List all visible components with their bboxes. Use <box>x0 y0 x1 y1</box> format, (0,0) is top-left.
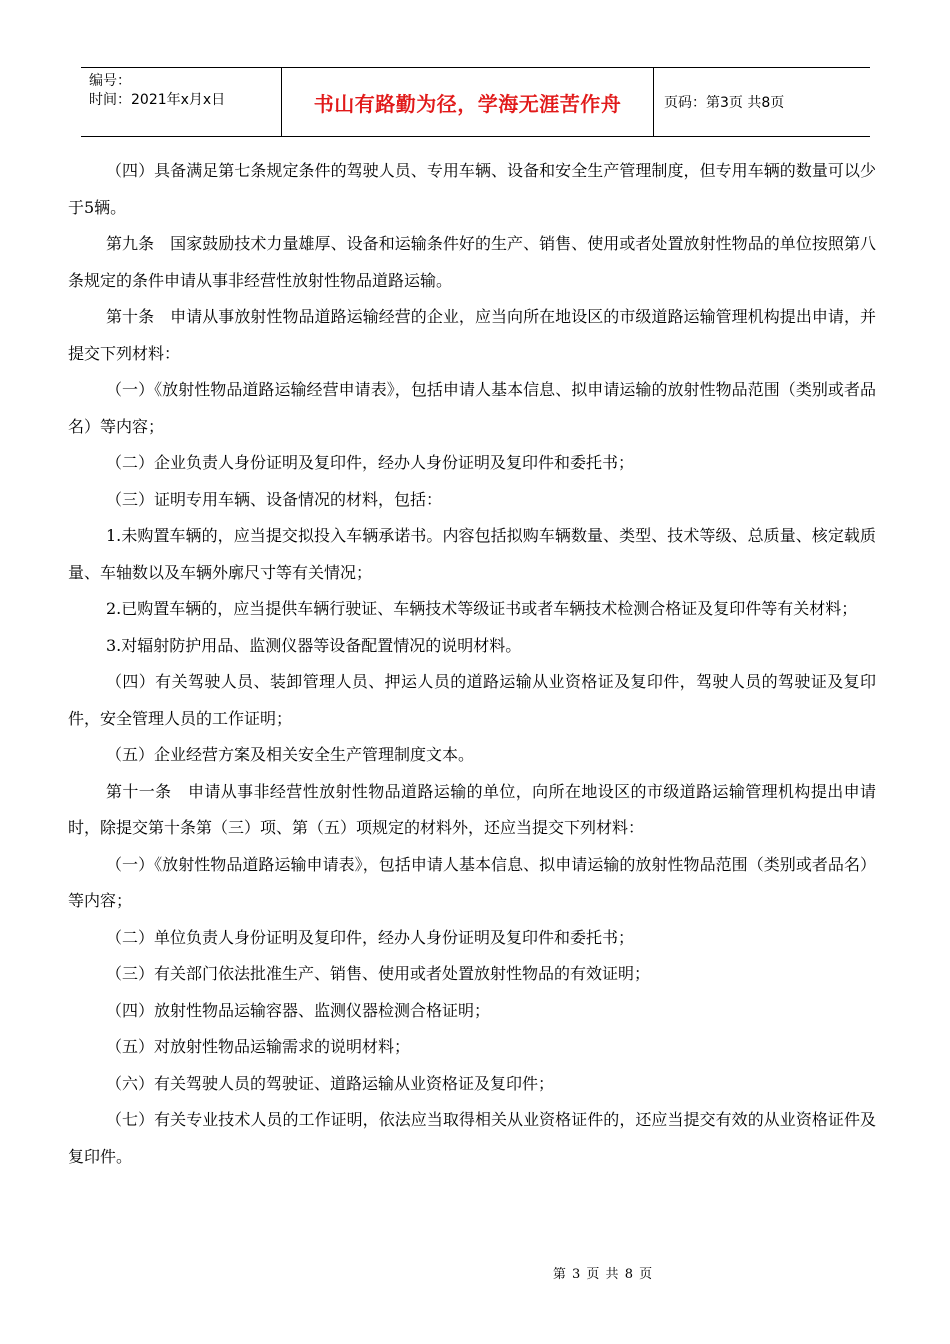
paragraph: （一）《放射性物品道路运输申请表》，包括申请人基本信息、拟申请运输的放射性物品范围（类别或者品名）等内容； <box>68 854 876 910</box>
paragraph: （四）放射性物品运输容器、监测仪器检测合格证明； <box>106 1000 491 1020</box>
paragraph: 第十一条 申请从事非经营性放射性物品道路运输的单位，向所在地设区的市级道路运输管理机构提出申请时，除提交第十条第（三）项、第（五）项规定的材料外，还应当提交下列材料： <box>68 781 876 837</box>
paragraph: （一）《放射性物品道路运输经营申请表》，包括申请人基本信息、拟申请运输的放射性物品范围（类别或者品名）等内容； <box>68 380 876 436</box>
footer-page-number: 第 3 页 共 8 页 <box>552 1267 654 1282</box>
document-body <box>68 153 876 1175</box>
page-header <box>81 67 870 137</box>
paragraph: （二）企业负责人身份证明及复印件，经办人身份证明及复印件和委托书； <box>106 453 635 472</box>
paragraph: 1.未购置车辆的，应当提交拟投入车辆承诺书。内容包括拟购车辆数量、类型、技术等级、总质量、核定载质量、车轴数以及车辆外廓尺寸等有关情况； <box>68 526 876 582</box>
header-page-info: 页码：第3页 共8页 <box>664 95 785 111</box>
paragraph: 第十条 申请从事放射性物品道路运输经营的企业，应当向所在地设区的市级道路运输管理机构提出申请，并提交下列材料： <box>68 307 876 363</box>
date-label: 时间：2021年x月x日 <box>89 92 226 108</box>
paragraph: 第九条 国家鼓励技术力量雄厚、设备和运输条件好的生产、销售、使用或者处置放射性物品的单位按照第八条规定的条件申请从事非经营性放射性物品道路运输。 <box>68 234 876 290</box>
paragraph: 3.对辐射防护用品、监测仪器等设备配置情况的说明材料。 <box>106 635 522 655</box>
paragraph: （二）单位负责人身份证明及复印件，经办人身份证明及复印件和委托书； <box>106 927 635 947</box>
paragraph: （三）有关部门依法批准生产、销售、使用或者处置放射性物品的有效证明； <box>106 964 651 983</box>
header-meta <box>81 68 282 136</box>
paragraph: （五）企业经营方案及相关安全生产管理制度文本。 <box>106 745 475 764</box>
header-motto: 书山有路勤为径，学海无涯苦作舟 <box>282 68 654 136</box>
paragraph: （五）对放射性物品运输需求的说明材料； <box>106 1037 411 1056</box>
page-footer <box>0 1263 950 1282</box>
paragraph: （三）证明专用车辆、设备情况的材料，包括： <box>106 489 443 509</box>
paragraph: （六）有关驾驶人员的驾驶证、道路运输从业资格证及复印件； <box>106 1073 555 1093</box>
paragraph: （七）有关专业技术人员的工作证明，依法应当取得相关从业资格证件的，还应当提交有效的从业资格证件及复印件。 <box>68 1110 876 1166</box>
paragraph: （四）有关驾驶人员、装卸管理人员、押运人员的道路运输从业资格证及复印件，驾驶人员的驾驶证及复印件，安全管理人员的工作证明； <box>68 672 876 728</box>
paragraph: （四）具备满足第七条规定条件的驾驶人员、专用车辆、设备和安全生产管理制度，但专用车辆的数量可以少于5辆。 <box>68 161 876 217</box>
serial-label: 编号： <box>89 73 131 89</box>
paragraph: 2.已购置车辆的，应当提供车辆行驶证、车辆技术等级证书或者车辆技术检测合格证及复印件等有关材料； <box>106 599 858 618</box>
